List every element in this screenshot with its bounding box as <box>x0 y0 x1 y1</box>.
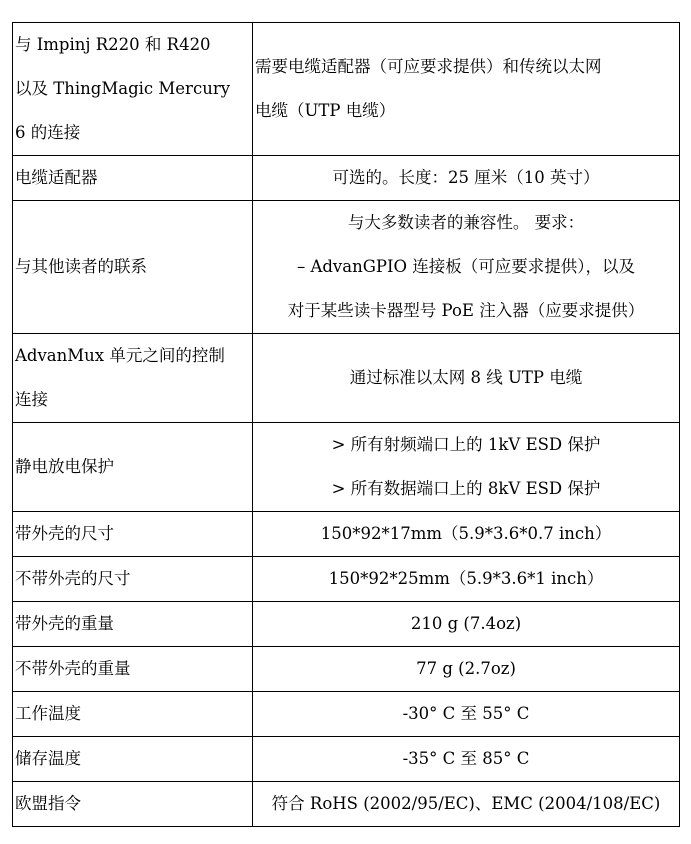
row-label: 储存温度 <box>13 737 253 782</box>
row-label: 不带外壳的重量 <box>13 647 253 692</box>
row-value: > 所有射频端口上的 1kV ESD 保护 > 所有数据端口上的 8kV ESD 保护 <box>253 423 680 512</box>
row-value: 需要电缆适配器（可应要求提供）和传统以太网 电缆（UTP 电缆） <box>253 23 680 156</box>
row-label: 与其他读者的联系 <box>13 201 253 334</box>
row-value: 通过标准以太网 8 线 UTP 电缆 <box>253 334 680 423</box>
row-value: 符合 RoHS (2002/95/EC)、EMC (2004/108/EC) <box>253 782 680 827</box>
row-value: -30° C 至 55° C <box>253 692 680 737</box>
table-row <box>13 782 680 827</box>
spec-table <box>12 22 680 827</box>
row-value: 可选的。长度：25 厘米（10 英寸） <box>253 156 680 201</box>
table-row <box>13 557 680 602</box>
table-row <box>13 647 680 692</box>
row-label: 静电放电保护 <box>13 423 253 512</box>
row-label: 与 Impinj R220 和 R420 以及 ThingMagic Mercury 6 的连接 <box>13 23 253 156</box>
row-label: 电缆适配器 <box>13 156 253 201</box>
row-value: 150*92*17mm（5.9*3.6*0.7 inch） <box>253 512 680 557</box>
table-row <box>13 602 680 647</box>
table-row <box>13 156 680 201</box>
row-label: 工作温度 <box>13 692 253 737</box>
row-label: 欧盟指令 <box>13 782 253 827</box>
table-row <box>13 334 680 423</box>
row-label: AdvanMux 单元之间的控制 连接 <box>13 334 253 423</box>
table-row <box>13 692 680 737</box>
row-value: 210 g (7.4oz) <box>253 602 680 647</box>
table-row <box>13 512 680 557</box>
table-row <box>13 423 680 512</box>
row-label: 带外壳的尺寸 <box>13 512 253 557</box>
table-row <box>13 737 680 782</box>
table-row <box>13 23 680 156</box>
table-row <box>13 201 680 334</box>
row-value: 150*92*25mm（5.9*3.6*1 inch） <box>253 557 680 602</box>
row-value: 与大多数读者的兼容性。 要求： – AdvanGPIO 连接板（可应要求提供），以及 对于某些读卡器型号 PoE 注入器（应要求提供） <box>253 201 680 334</box>
row-label: 不带外壳的尺寸 <box>13 557 253 602</box>
row-value: -35° C 至 85° C <box>253 737 680 782</box>
row-value: 77 g (2.7oz) <box>253 647 680 692</box>
row-label: 带外壳的重量 <box>13 602 253 647</box>
